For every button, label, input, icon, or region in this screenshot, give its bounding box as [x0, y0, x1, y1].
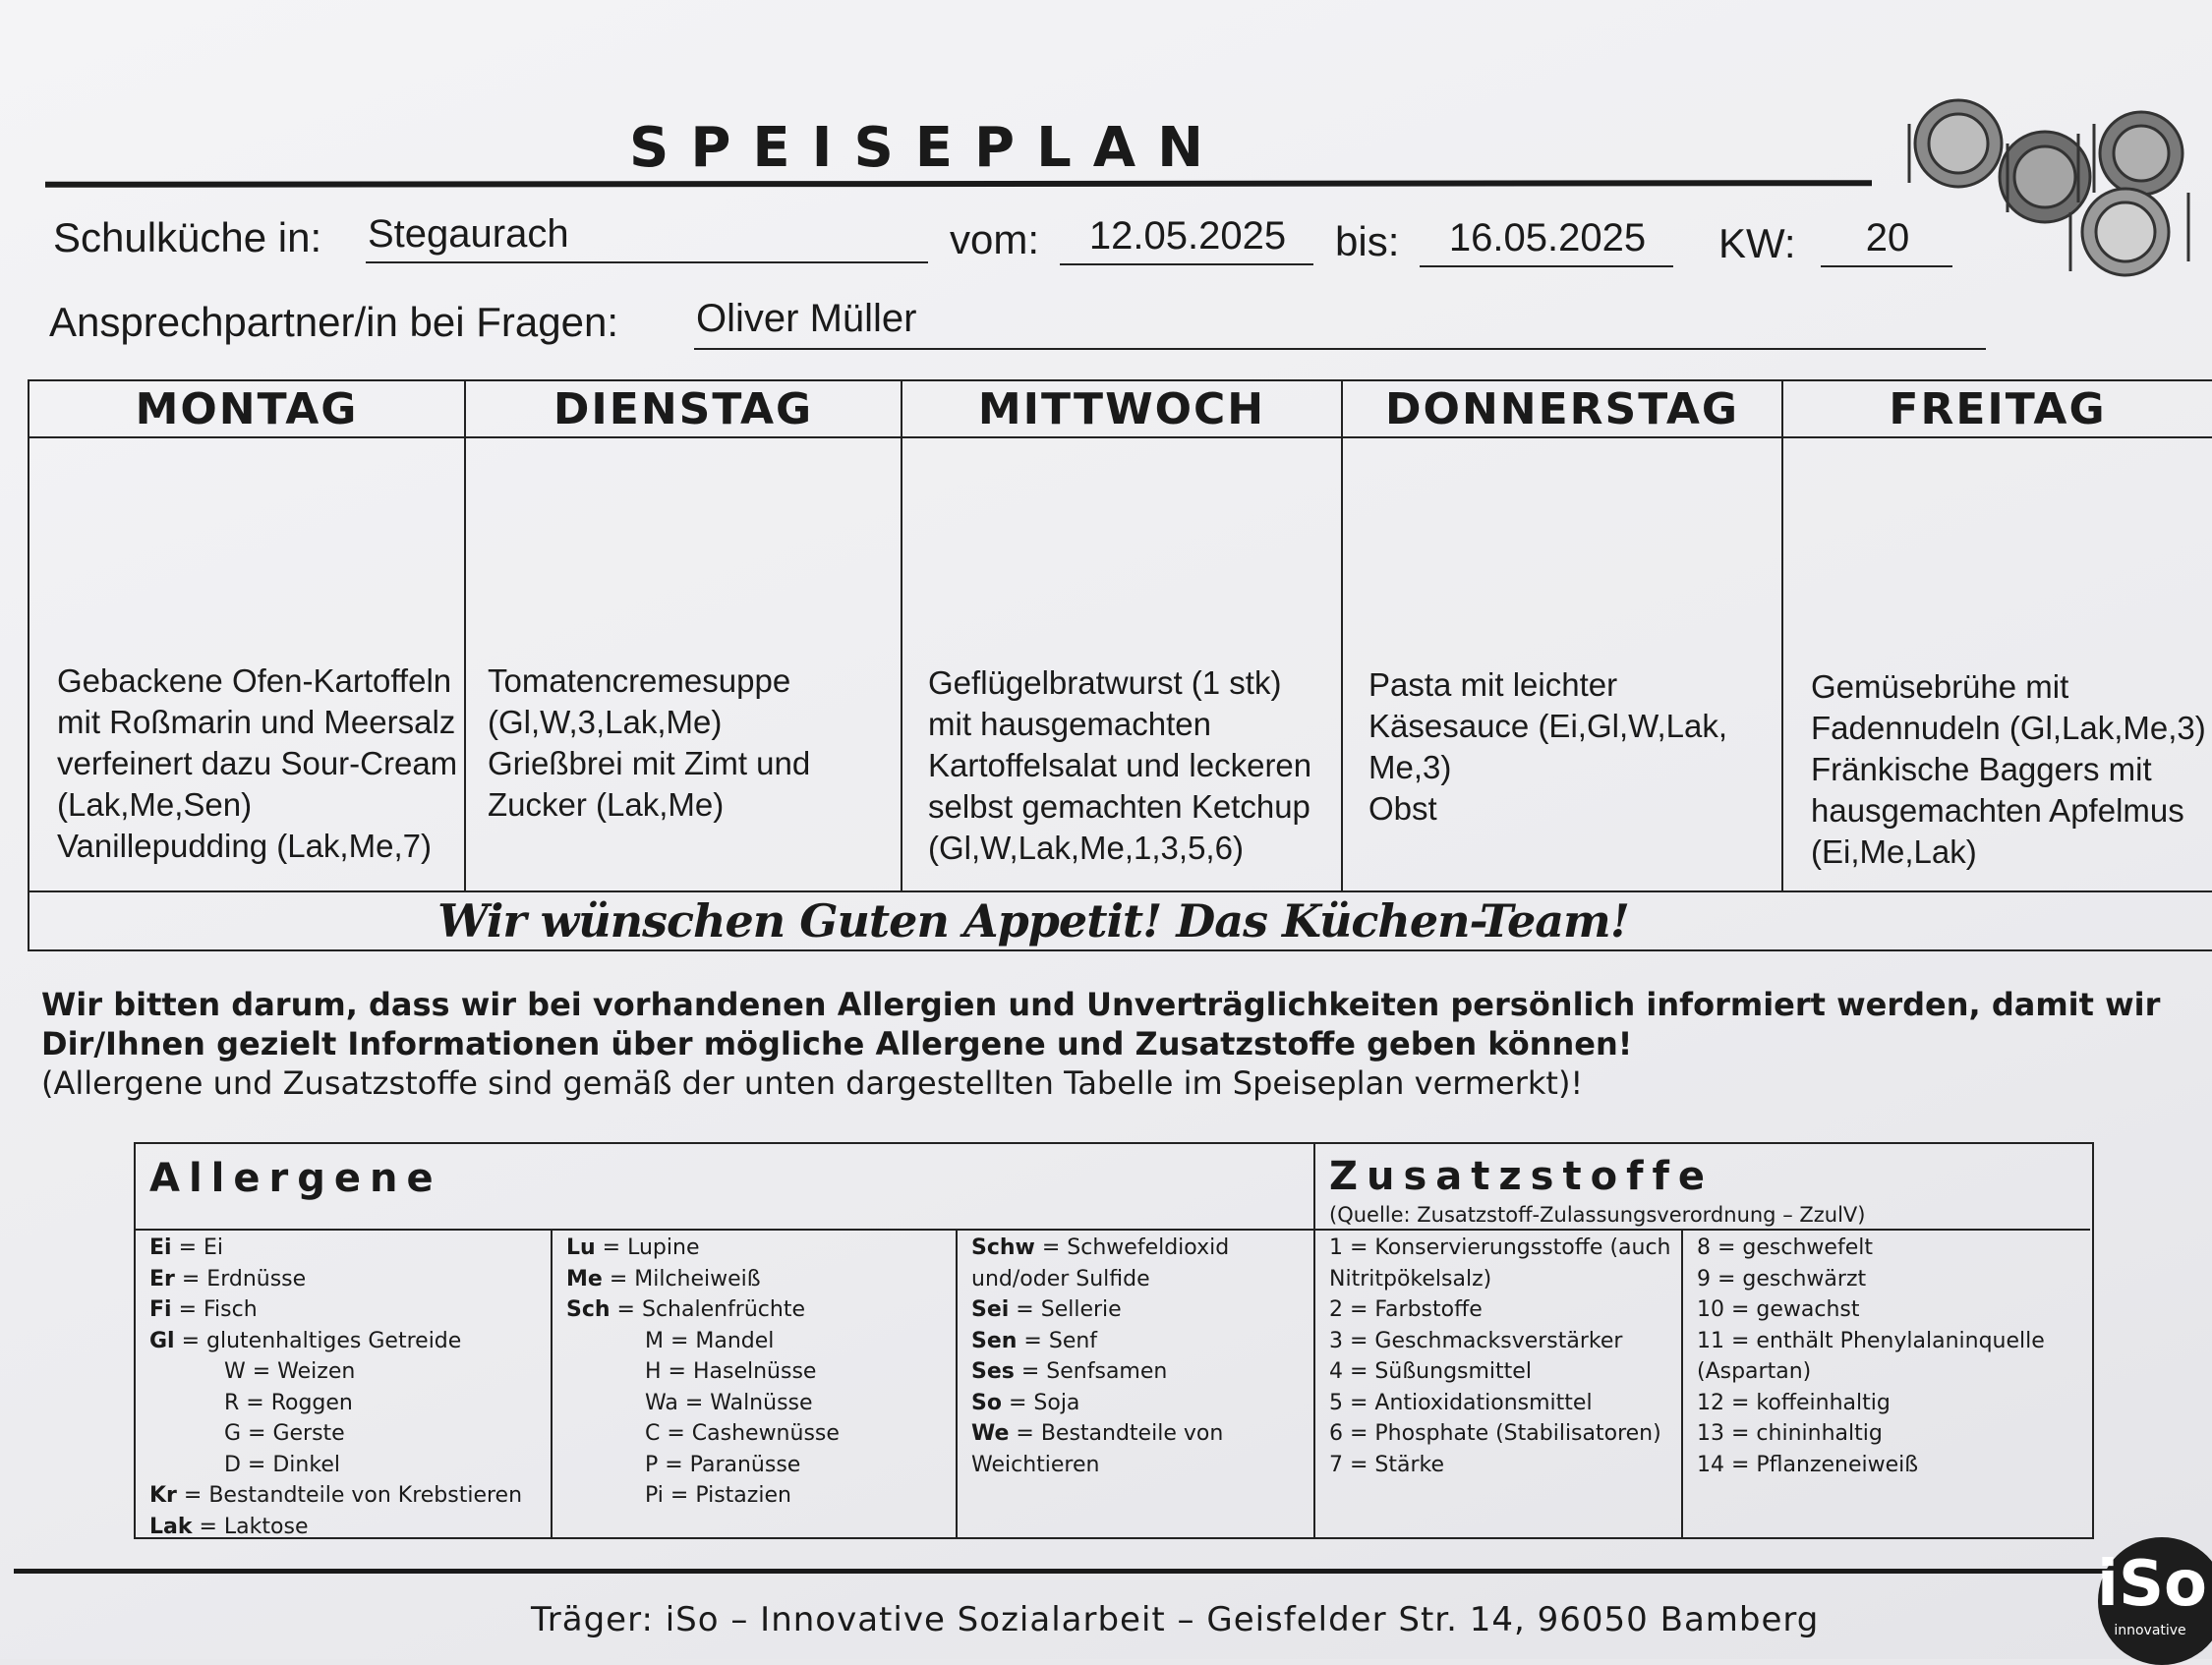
allergen-item: Lu = Lupine	[566, 1235, 700, 1260]
zusatzstoffe-column-1	[1315, 1231, 1683, 1537]
allergene-column-3	[958, 1231, 1315, 1537]
allergen-item: Gl = glutenhaltiges Getreide	[149, 1328, 462, 1353]
allergen-subitem: W = Weizen	[224, 1359, 356, 1384]
additive-item: 7 = Stärke	[1329, 1452, 1445, 1477]
meal-line: Obst	[1368, 790, 1437, 827]
meal-line: Fränkische Baggers mit	[1811, 751, 2152, 787]
allergene-title: Allergene	[136, 1144, 1315, 1231]
footer-text: Träger: iSo – Innovative Sozialarbeit – Geisfelder Str. 14, 96050 Bamberg	[531, 1600, 1820, 1639]
zusatzstoffe-source: (Quelle: Zusatzstoff-Zulassungsverordnung – ZzulV)	[1329, 1203, 1866, 1227]
meal-line: mit hausgemachten	[928, 706, 1211, 742]
title-rule	[45, 180, 1872, 188]
allergen-item: So = Soja	[971, 1390, 1080, 1415]
notice-line: Wir bitten darum, dass wir bei vorhandenen Allergien und Unverträglichkeiten persönlich informiert werden, damit wir	[41, 986, 2161, 1023]
allergen-item: Fi = Fisch	[149, 1297, 258, 1322]
meal-line: Geflügelbratwurst (1 stk)	[928, 664, 1282, 701]
allergen-subitem: P = Paranüsse	[645, 1452, 801, 1477]
allergene-column-2	[553, 1231, 958, 1537]
to-value: 16.05.2025	[1420, 216, 1673, 267]
meal-line: Vanillepudding (Lak,Me,7)	[57, 828, 432, 864]
day-meal	[466, 438, 901, 826]
allergen-item: Schw = Schwefeldioxid	[971, 1235, 1230, 1260]
meal-line: (Ei,Me,Lak)	[1811, 833, 1977, 870]
notice-line: (Allergene und Zusatzstoffe sind gemäß der unten dargestellten Tabelle im Speiseplan vermerkt)!	[41, 1064, 1584, 1102]
additive-item: Nitritpökelsalz)	[1329, 1266, 1492, 1292]
allergen-subitem: Wa = Walnüsse	[645, 1390, 813, 1415]
allergen-continuation: und/oder Sulfide	[971, 1266, 1150, 1292]
day-name: MONTAG	[29, 381, 464, 438]
meal-line: (Gl,W,3,Lak,Me)	[488, 704, 723, 740]
to-label: bis:	[1335, 218, 1400, 264]
additive-item: 14 = Pflanzeneiweiß	[1697, 1452, 1919, 1477]
day-monday	[29, 381, 466, 890]
additive-item: 9 = geschwärzt	[1697, 1266, 1867, 1292]
meal-line: Kartoffelsalat und leckeren	[928, 747, 1312, 783]
additive-item: 5 = Antioxidationsmittel	[1329, 1390, 1593, 1415]
appetit-banner: Wir wünschen Guten Appetit! Das Küchen-Team!	[29, 890, 2212, 947]
zusatzstoffe-column-2	[1683, 1231, 2090, 1537]
meal-line: Gebackene Ofen-Kartoffeln	[57, 662, 452, 699]
allergen-item: Me = Milcheiweiß	[566, 1266, 761, 1292]
additive-item: 6 = Phosphate (Stabilisatoren)	[1329, 1421, 1661, 1446]
allergy-notice	[41, 985, 2184, 1103]
allergen-subitem: C = Cashewnüsse	[645, 1421, 840, 1446]
meal-line: verfeinert dazu Sour-Cream	[57, 745, 458, 781]
meal-line: Zucker (Lak,Me)	[488, 786, 725, 823]
meal-line: Tomatencremesuppe	[488, 662, 791, 699]
allergen-subitem: M = Mandel	[645, 1328, 775, 1353]
meal-line: hausgemachten Apfelmus	[1811, 792, 2184, 829]
footer-rule	[14, 1569, 2137, 1574]
day-meal	[29, 438, 464, 867]
week-value: 20	[1821, 216, 1952, 267]
zusatzstoffe-header	[1315, 1144, 2090, 1231]
logo-text: iSo	[2097, 1548, 2207, 1621]
additive-item: 4 = Süßungsmittel	[1329, 1359, 1532, 1384]
day-name: MITTWOCH	[902, 381, 1341, 438]
additive-item: 13 = chininhaltig	[1697, 1421, 1883, 1446]
allergen-subitem: D = Dinkel	[224, 1452, 340, 1477]
allergen-table	[134, 1142, 2094, 1539]
additive-item: (Aspartan)	[1697, 1359, 1812, 1384]
allergen-subitem: G = Gerste	[224, 1421, 345, 1446]
additive-item: 3 = Geschmacksverstärker	[1329, 1328, 1623, 1353]
zusatzstoffe-title: Zusatzstoffe	[1329, 1154, 1715, 1199]
meal-line: Gemüsebrühe mit	[1811, 668, 2069, 705]
allergen-continuation: Weichtieren	[971, 1452, 1100, 1477]
meal-line: selbst gemachten Ketchup	[928, 788, 1310, 825]
from-label: vom:	[950, 216, 1040, 262]
iso-logo	[2098, 1537, 2212, 1665]
day-name: DONNERSTAG	[1343, 381, 1781, 438]
meal-line: Grießbrei mit Zimt und	[488, 745, 811, 781]
allergen-item: Sen = Senf	[971, 1328, 1098, 1353]
day-tuesday	[466, 381, 902, 890]
contact-value: Oliver Müller	[694, 297, 1986, 350]
day-meal	[1343, 438, 1781, 830]
allergene-column-1	[136, 1231, 553, 1537]
meal-line: (Gl,W,Lak,Me,1,3,5,6)	[928, 830, 1244, 866]
allergen-item: Er = Erdnüsse	[149, 1266, 307, 1292]
additive-item: 12 = koffeinhaltig	[1697, 1390, 1891, 1415]
day-meal	[1783, 438, 2212, 873]
weekly-menu-table	[28, 379, 2212, 951]
logo-subtext: innovative	[2114, 1623, 2186, 1638]
additive-item: 11 = enthält Phenylalaninquelle	[1697, 1328, 2045, 1353]
day-thursday	[1343, 381, 1783, 890]
from-value: 12.05.2025	[1060, 214, 1313, 265]
week-label: KW:	[1718, 220, 1796, 266]
meal-line: Fadennudeln (Gl,Lak,Me,3)	[1811, 710, 2206, 746]
meal-line: mit Roßmarin und Meersalz	[57, 704, 456, 740]
meal-line: Me,3)	[1368, 749, 1452, 785]
additive-item: 2 = Farbstoffe	[1329, 1297, 1483, 1322]
page-title: SPEISEPLAN	[629, 116, 1225, 180]
allergen-item: Kr = Bestandteile von Krebstieren	[149, 1483, 523, 1508]
allergen-item: Sch = Schalenfrüchte	[566, 1297, 805, 1322]
day-name: DIENSTAG	[466, 381, 901, 438]
day-friday	[1783, 381, 2212, 890]
allergen-subitem: Pi = Pistazien	[645, 1483, 791, 1508]
contact-label: Ansprechpartner/in bei Fragen:	[49, 299, 618, 345]
allergen-item: We = Bestandteile von	[971, 1421, 1224, 1446]
meal-line: Pasta mit leichter	[1368, 666, 1618, 703]
allergen-subitem: H = Haselnüsse	[645, 1359, 817, 1384]
notice-line: Dir/Ihnen gezielt Informationen über mögliche Allergene und Zusatzstoffe geben können!	[41, 1025, 1633, 1062]
meal-line: (Lak,Me,Sen)	[57, 786, 253, 823]
allergen-item: Ei = Ei	[149, 1235, 224, 1260]
kitchen-label: Schulküche in:	[53, 214, 322, 260]
additive-item: 1 = Konservierungsstoffe (auch	[1329, 1235, 1671, 1260]
allergen-subitem: R = Roggen	[224, 1390, 353, 1415]
allergen-item: Lak = Laktose	[149, 1514, 309, 1539]
day-wednesday	[902, 381, 1343, 890]
meal-line: Käsesauce (Ei,Gl,W,Lak,	[1368, 708, 1727, 744]
additive-item: 10 = gewachst	[1697, 1297, 1860, 1322]
day-name: FREITAG	[1783, 381, 2212, 438]
allergen-item: Sei = Sellerie	[971, 1297, 1122, 1322]
kitchen-value: Stegaurach	[366, 212, 928, 263]
day-meal	[902, 438, 1341, 869]
additive-item: 8 = geschwefelt	[1697, 1235, 1873, 1260]
allergen-item: Ses = Senfsamen	[971, 1359, 1168, 1384]
